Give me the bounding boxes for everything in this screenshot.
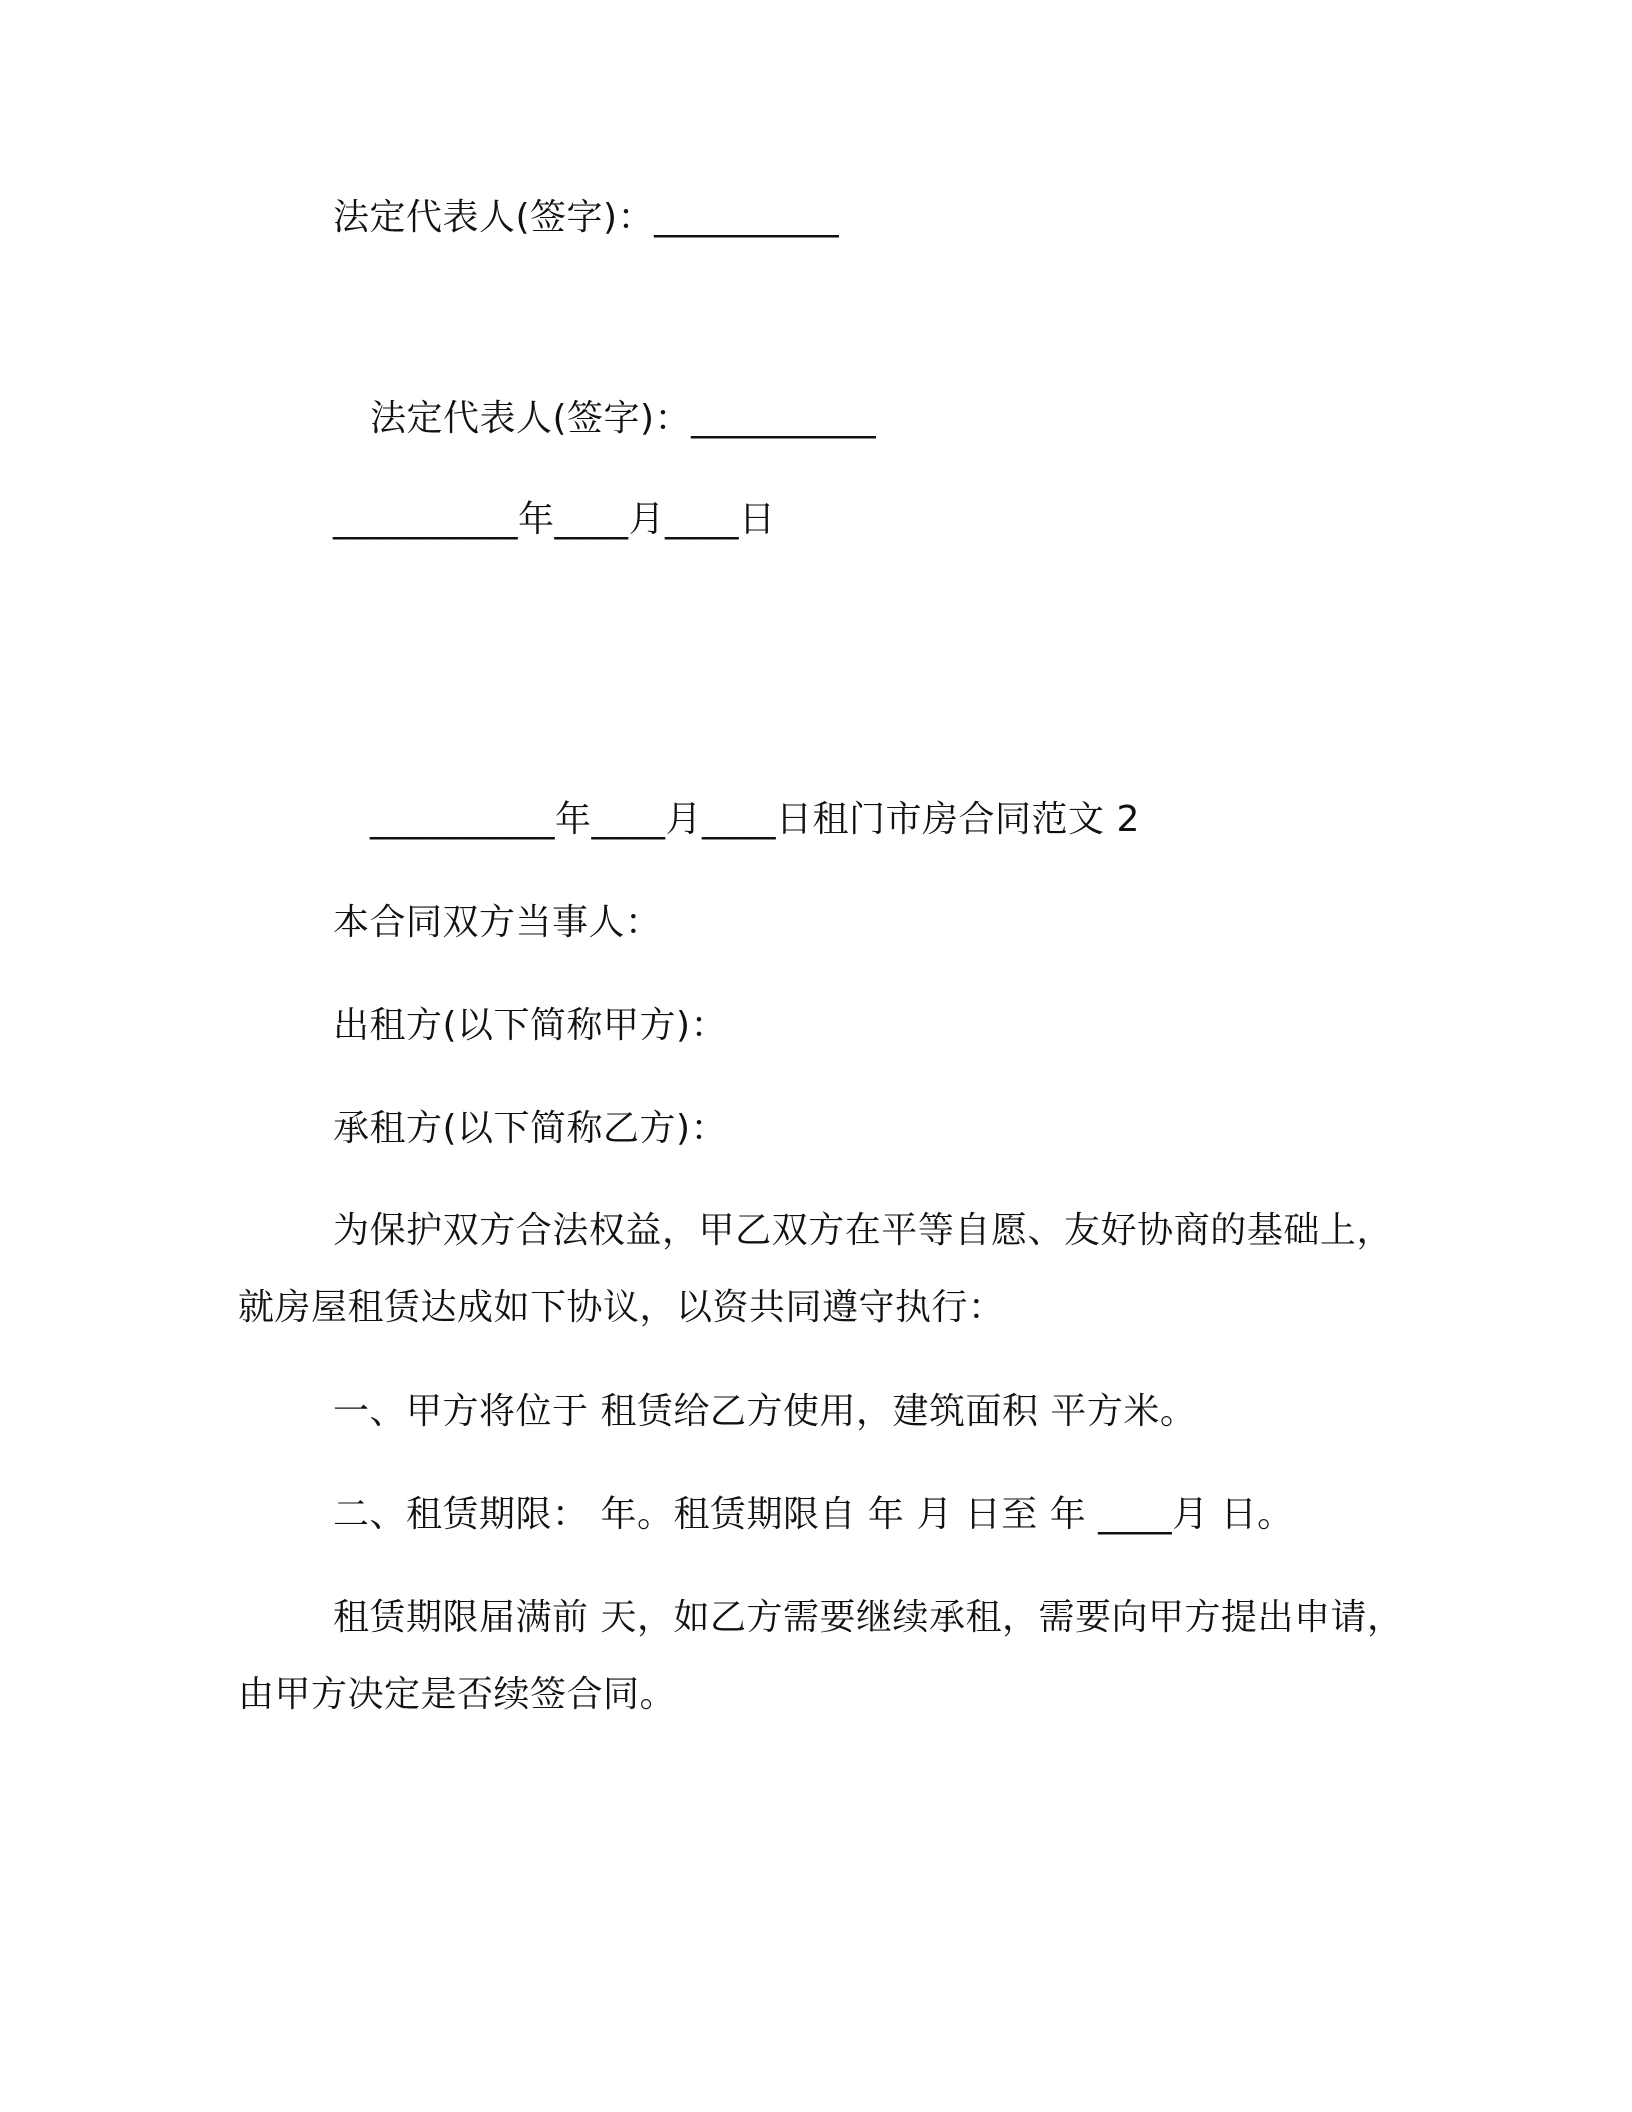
signature-line-legal-representative-second: 法定代表人(签字)：__________ <box>370 398 877 439</box>
purpose-paragraph-line-1: 为保护双方合法权益，甲乙双方在平等自愿、友好协商的基础上， <box>333 1210 1393 1251</box>
lessee-label: 承租方(以下简称乙方)： <box>333 1108 728 1149</box>
renewal-paragraph-line-2: 由甲方决定是否续签合同。 <box>238 1674 677 1715</box>
parties-intro: 本合同双方当事人： <box>333 902 662 943</box>
renewal-paragraph-line-1: 租赁期限届满前 天，如乙方需要继续承租，需要向甲方提出申请， <box>333 1597 1404 1638</box>
contract-heading: __________年____月____日租门市房合同范文 2 <box>370 799 1140 840</box>
lessor-label: 出租方(以下简称甲方)： <box>333 1005 728 1046</box>
date-line: __________年____月____日 <box>333 499 776 540</box>
clause-two: 二、租赁期限： 年。租赁期限自 年 月 日至 年 ____月 日。 <box>333 1494 1294 1535</box>
clause-one: 一、甲方将位于 租赁给乙方使用，建筑面积 平方米。 <box>333 1391 1197 1432</box>
purpose-paragraph-line-2: 就房屋租赁达成如下协议，以资共同遵守执行： <box>238 1287 1005 1328</box>
signature-line-legal-representative: 法定代表人(签字)：__________ <box>333 197 840 238</box>
